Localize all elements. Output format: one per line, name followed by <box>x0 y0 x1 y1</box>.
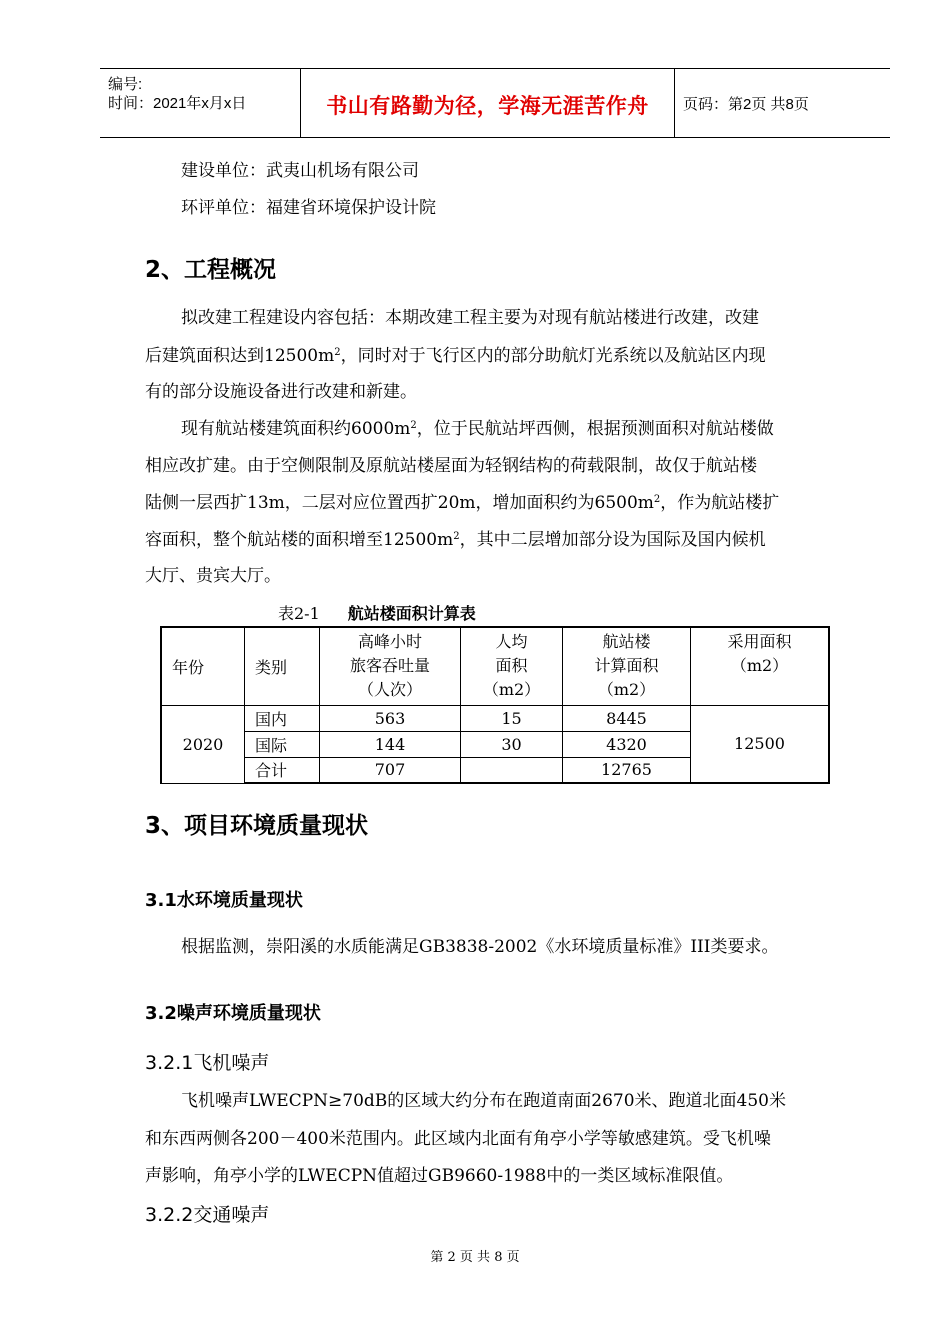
col-per-capita: 人均 面积 （m2） <box>461 627 563 705</box>
col-calc-area: 航站楼 计算面积 （m2） <box>563 627 691 705</box>
para2-line3: 陆侧一层西扩13m，二层对应位置西扩20m，增加面积约为$6500m^2$，作为航站楼扩 <box>145 493 780 513</box>
para1-line3: 有的部分设施设备进行改建和新建。 <box>145 382 417 402</box>
header-page-cell <box>675 69 890 137</box>
per-cell: 30 <box>461 731 563 757</box>
section-3-2-heading: 3.2噪声环境质量现状 <box>145 1003 321 1024</box>
code-label: 编号: <box>108 76 143 93</box>
table-caption <box>278 601 476 624</box>
para2-line1: 现有航站楼建筑面积约$6000m^2$，位于民航站坪西侧，根据预测面积对航站楼做 <box>181 419 774 439</box>
section-3-heading: 3、项目环境质量现状 <box>145 813 369 839</box>
per-cell: 15 <box>461 705 563 731</box>
section-3-2-1-heading: 3.2.1飞机噪声 <box>145 1052 270 1074</box>
calc-cell: 4320 <box>563 731 691 757</box>
area-table <box>160 626 830 784</box>
page-header <box>100 68 890 138</box>
header-motto-cell <box>301 69 675 137</box>
col-peak: 高峰小时 旅客吞吐量 （人次） <box>320 627 461 705</box>
peak-cell: 563 <box>320 705 461 731</box>
year-cell: 2020 <box>161 705 245 783</box>
type-cell: 国内 <box>245 705 320 731</box>
table-number: 表2-1 <box>278 604 320 623</box>
para1-line2: 后建筑面积达到$12500m^2$，同时对于飞行区内的部分助航灯光系统以及航站区内现 <box>145 346 766 366</box>
s321-line3: 声影响，角亭小学的LWECPN值超过GB9660-1988中的一类区域标准限值。 <box>145 1166 734 1186</box>
col-year: 年份 <box>161 627 245 705</box>
page-footer: 第 2 页 共 8 页 <box>430 1250 520 1265</box>
peak-cell: 144 <box>320 731 461 757</box>
motto: 书山有路勤为径，学海无涯苦作舟 <box>326 94 649 118</box>
section-3-1-text: 根据监测，崇阳溪的水质能满足GB3838-2002《水环境质量标准》III类要求。 <box>181 937 779 957</box>
calc-cell: 12765 <box>563 757 691 783</box>
para2-line5: 大厅、贵宾大厅。 <box>145 566 281 586</box>
calc-cell: 8445 <box>563 705 691 731</box>
section-3-1-heading: 3.1水环境质量现状 <box>145 890 303 911</box>
per-cell <box>461 757 563 783</box>
assessor-line: 环评单位：福建省环境保护设计院 <box>181 198 436 218</box>
adopted-cell: 12500 <box>691 705 830 783</box>
section-2-heading: 2、工程概况 <box>145 257 277 283</box>
header-meta <box>100 69 301 137</box>
table-row <box>161 705 829 731</box>
type-cell: 合计 <box>245 757 320 783</box>
s321-line2: 和东西两侧各200－400米范围内。此区域内北面有角亭小学等敏感建筑。受飞机噪 <box>145 1129 771 1149</box>
type-cell: 国际 <box>245 731 320 757</box>
para1-line1: 拟改建工程建设内容包括：本期改建工程主要为对现有航站楼进行改建，改建 <box>181 308 759 328</box>
page-label: 页码：第2页 共8页 <box>683 96 809 113</box>
date-label: 时间：2021年x月x日 <box>108 95 247 112</box>
peak-cell: 707 <box>320 757 461 783</box>
section-3-2-2-heading: 3.2.2交通噪声 <box>145 1204 270 1226</box>
table-header-row <box>161 627 829 705</box>
col-type: 类别 <box>245 627 320 705</box>
para2-line4: 容面积，整个航站楼的面积增至$12500m^2$，其中二层增加部分设为国际及国内候机 <box>145 530 766 550</box>
para2-line2: 相应改扩建。由于空侧限制及原航站楼屋面为轻钢结构的荷载限制，故仅于航站楼 <box>145 456 757 476</box>
s321-line1: 飞机噪声LWECPN≥70dB的区域大约分布在跑道南面2670米、跑道北面450米 <box>181 1091 786 1111</box>
col-adopted: 采用面积 （m2） <box>691 627 830 705</box>
builder-line: 建设单位：武夷山机场有限公司 <box>181 161 419 181</box>
table-title: 航站楼面积计算表 <box>347 604 476 623</box>
